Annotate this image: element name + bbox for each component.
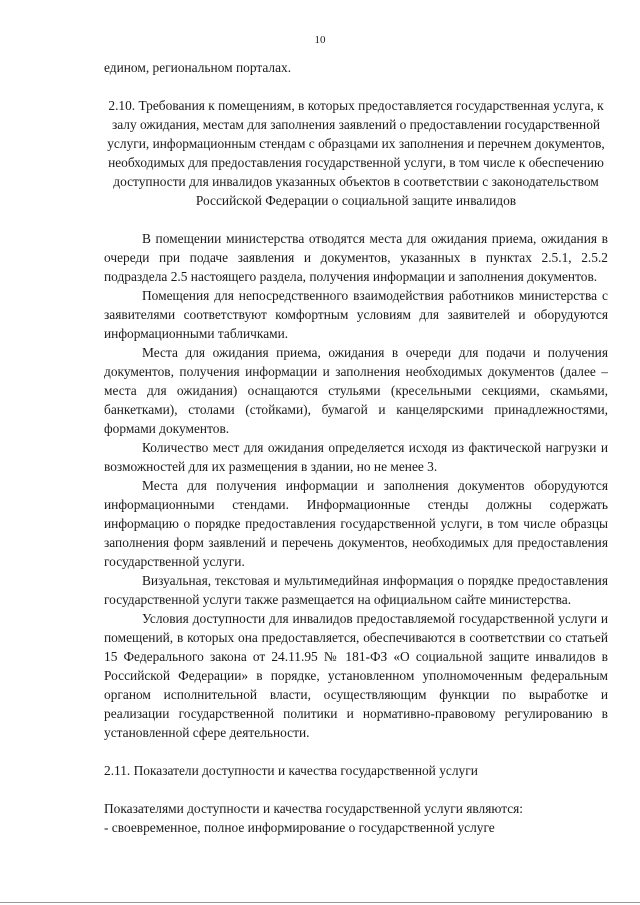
section-2-11-intro: Показателями доступности и качества государственной услуги являются: [104, 801, 524, 816]
section-2-10-paragraph-6: Визуальная, текстовая и мультимедийная информация о порядке предоставления государственной услуги также размещается на официальном сайте министерства. [104, 573, 608, 607]
section-2-10-heading: 2.10. Требования к помещениям, в которых предоставляется государственная услуга, к залу ожидания, местам для заполнения заявлений о предоставлении государственной услуги, информационным стендам с образцами их заполнения и перечнем документов, необходимых для предоставления государственной услуги, в том числе к обеспечению доступности для инвалидов указанных объектов в соответствии с законодательством Российской Федерации о социальной защите инвалидов [107, 98, 605, 208]
section-2-11-item-1: - своевременное, полное информирование о государственной услуге [104, 820, 495, 835]
page-number: 10 [314, 34, 326, 46]
section-2-10-paragraph-4: Количество мест для ожидания определяется исходя из фактической нагрузки и возможностей для их размещения в здании, но не менее 3. [104, 440, 608, 474]
page-content [104, 58, 608, 837]
section-2-10-paragraph-3: Места для ожидания приема, ожидания в очереди для подачи и получения документов, получения информации и заполнения необходимых документов (далее – места для ожидания) оснащаются стульями (кресельными секциями, скамьями, банкетками), столами (стойками), бумагой и канцелярскими принадлежностями, формами документов. [104, 345, 608, 436]
section-2-10-paragraph-1: В помещении министерства отводятся места для ожидания приема, ожидания в очереди при подаче заявления и документов, указанных в пунктах 2.5.1, 2.5.2 подраздела 2.5 настоящего раздела, получения информации и заполнения документов. [104, 231, 608, 284]
section-2-11-heading: 2.11. Показатели доступности и качества государственной услуги [104, 763, 478, 778]
bottom-edge-line [0, 902, 640, 903]
section-2-10-paragraph-5: Места для получения информации и заполнения документов оборудуются информационными стендами. Информационные стенды должны содержать информацию о порядке предоставления государственной услуги, в том числе образцы заполнения форм заявлений и перечень документов, необходимых для предоставления государственной услуги. [104, 478, 608, 569]
carryover-text: едином, региональном порталах. [104, 60, 292, 75]
section-2-10-paragraph-7: Условия доступности для инвалидов предоставляемой государственной услуги и помещений, в которых она предоставляется, обеспечиваются в соответствии со статьей 15 Федерального закона от 24.11.95 № 181-ФЗ «О социальной защите инвалидов в Российской Федерации» в порядке, установленном уполномоченным федеральным органом исполнительной власти, осуществляющим функции по выработке и реализации государственной политики и нормативно-правовому регулированию в установленной сфере деятельности. [104, 611, 608, 740]
section-2-10-paragraph-2: Помещения для непосредственного взаимодействия работников министерства с заявителями соответствуют комфортным условиям для заявителей и оборудуются информационными табличками. [104, 288, 608, 341]
